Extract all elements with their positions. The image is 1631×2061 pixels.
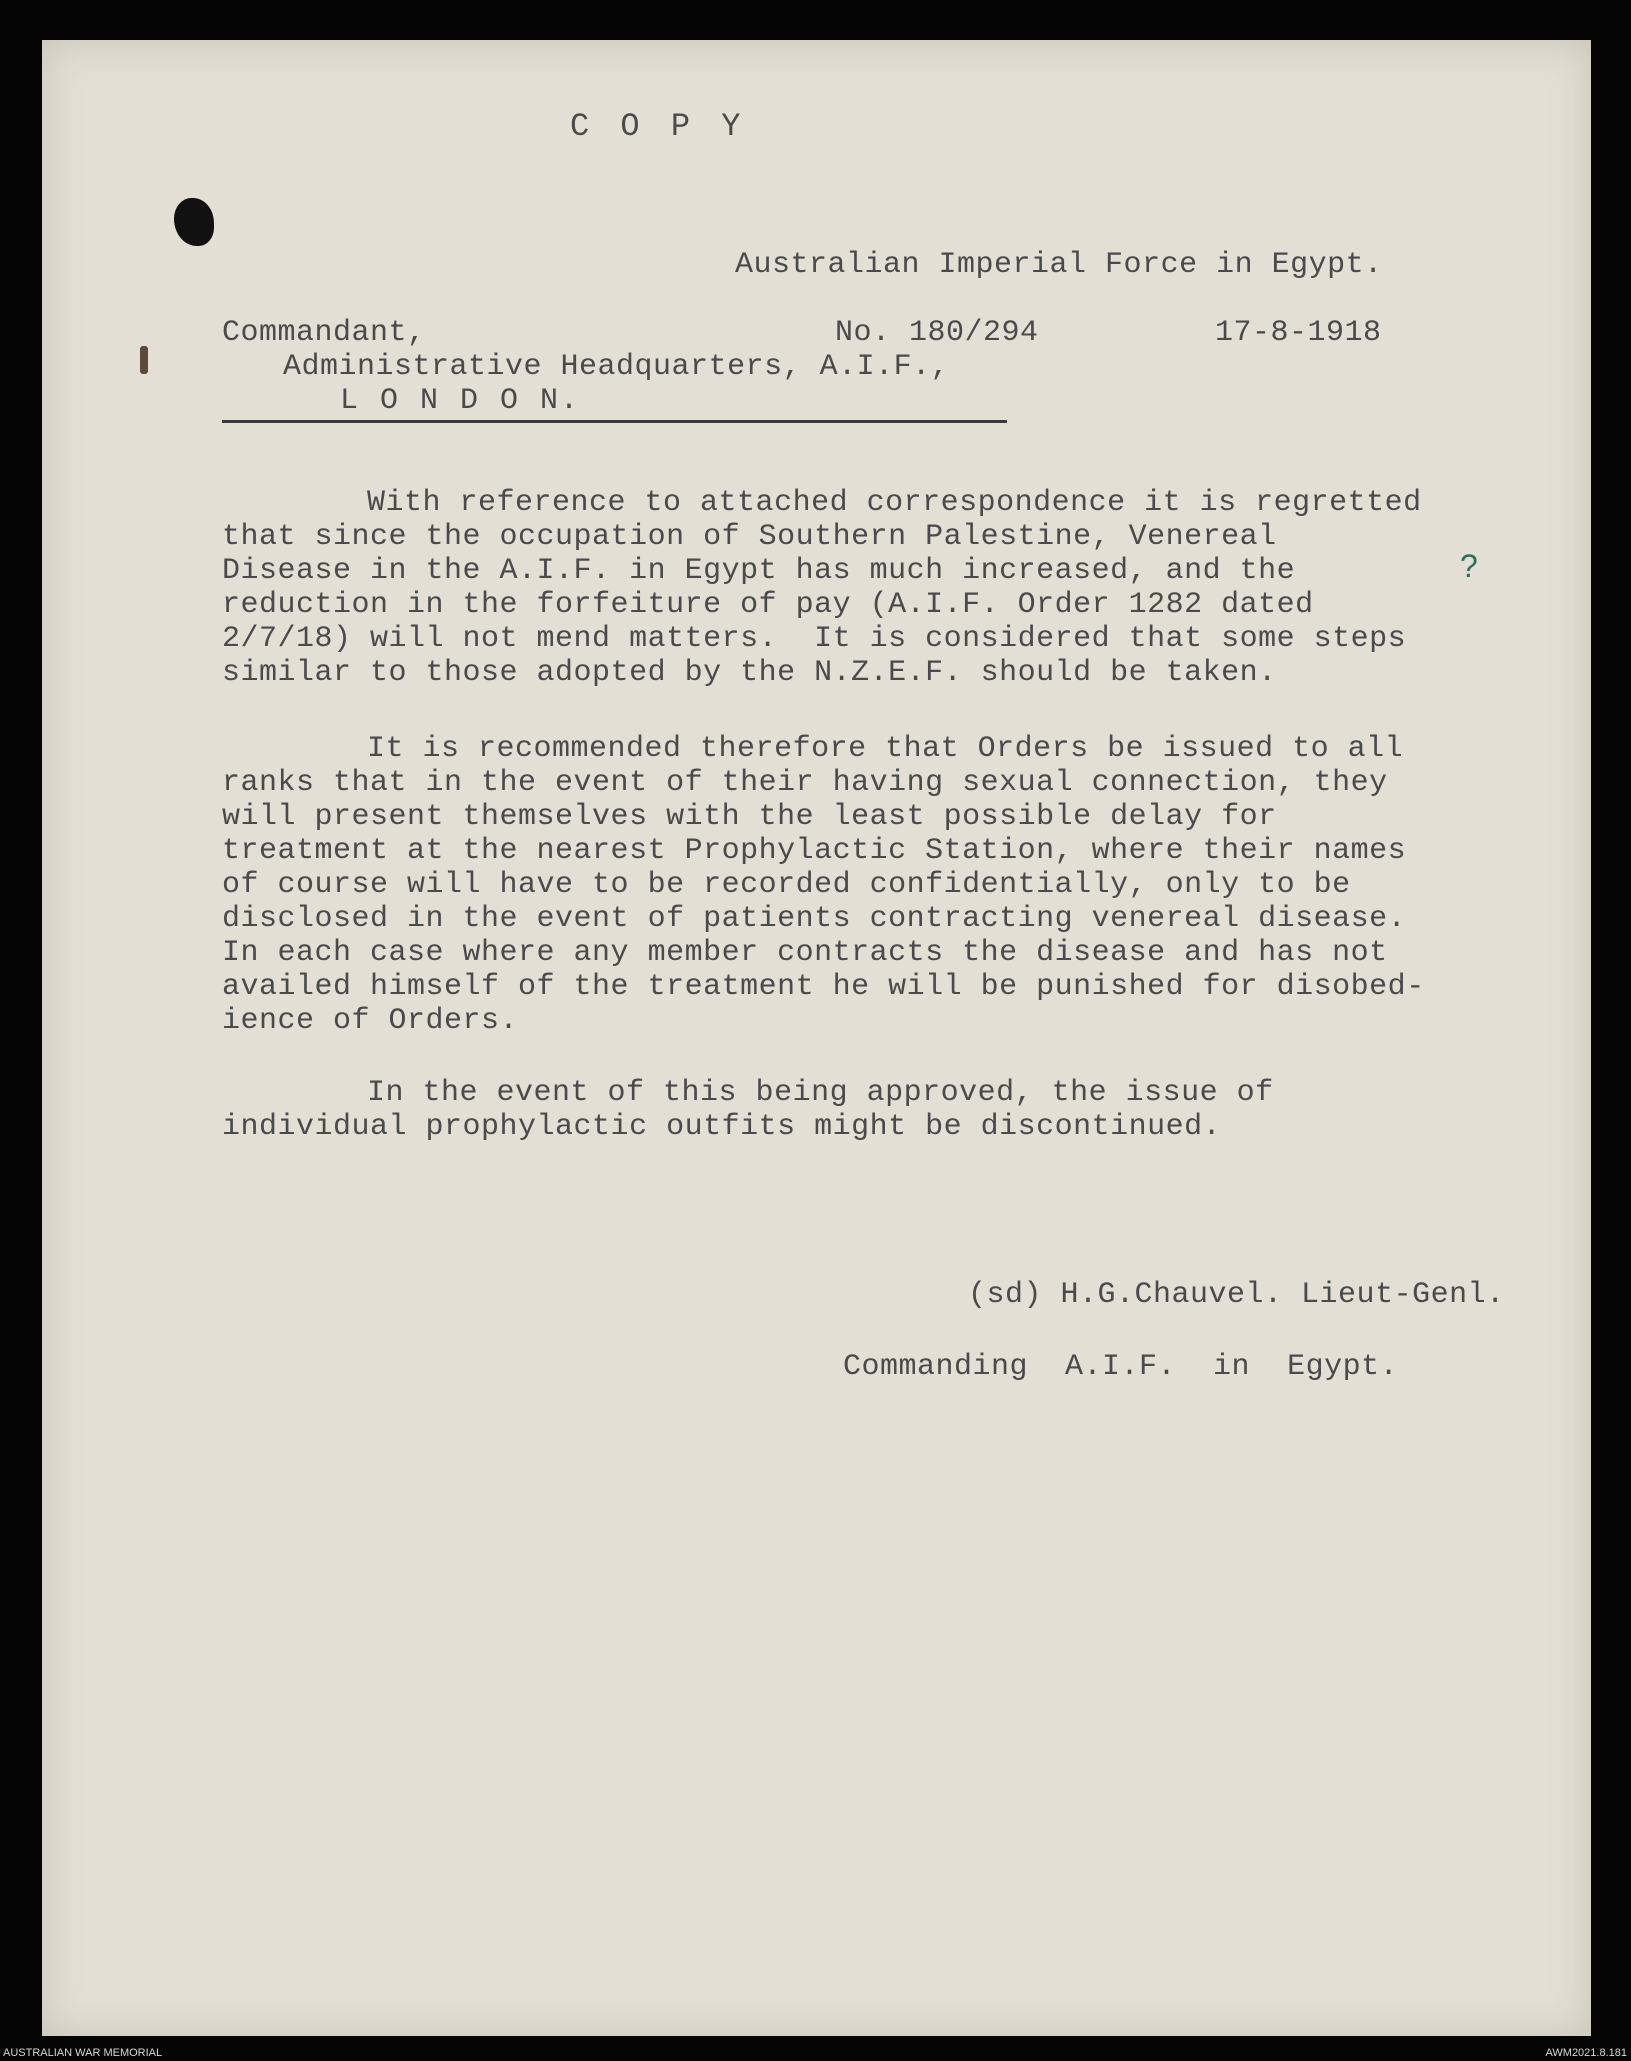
paragraph-3-line: In the event of this being approved, the issue of — [367, 1076, 1274, 1110]
paragraph-1-line: Disease in the A.I.F. in Egypt has much increased, and the — [222, 554, 1296, 588]
paragraph-2-line: In each case where any member contracts the disease and has not — [222, 936, 1388, 970]
reference-number: No. 180/294 — [835, 316, 1039, 350]
signature-line: (sd) H.G.Chauvel. Lieut-Genl. — [968, 1278, 1505, 1312]
paragraph-2-line: of course will have to be recorded confidentially, only to be — [222, 868, 1351, 902]
paragraph-2-line: ience of Orders. — [222, 1004, 519, 1038]
paragraph-2-line: ranks that in the event of their having sexual connection, they — [222, 766, 1388, 800]
rust-mark — [140, 346, 148, 374]
addressee-london: L O N D O N. — [340, 384, 581, 418]
paragraph-2-line: availed himself of the treatment he will be punished for disobed- — [222, 970, 1425, 1004]
signature-title: Commanding A.I.F. in Egypt. — [843, 1350, 1399, 1384]
address-underline — [222, 420, 1007, 423]
paragraph-1-line: With reference to attached correspondence it is regretted — [367, 486, 1422, 520]
margin-question-mark: ? — [1460, 548, 1478, 584]
addressee-commandant: Commandant, — [222, 316, 426, 350]
paragraph-1-line: 2/7/18) will not mend matters. It is considered that some steps — [222, 622, 1407, 656]
document-date: 17-8-1918 — [1215, 316, 1382, 350]
paragraph-1-line: similar to those adopted by the N.Z.E.F. should be taken. — [222, 656, 1277, 690]
addressee-headquarters: Administrative Headquarters, A.I.F., — [283, 350, 950, 384]
paragraph-3-line: individual prophylactic outfits might be discontinued. — [222, 1110, 1222, 1144]
paragraph-1-line: that since the occupation of Southern Palestine, Venereal — [222, 520, 1277, 554]
footer-accession-number: AWM2021.8.181 — [1545, 2047, 1627, 2059]
footer-credit: AUSTRALIAN WAR MEMORIAL — [3, 2047, 163, 2059]
paragraph-2-line: disclosed in the event of patients contracting venereal disease. — [222, 902, 1407, 936]
organization-line: Australian Imperial Force in Egypt. — [735, 248, 1383, 282]
paragraph-2-line: will present themselves with the least possible delay for — [222, 800, 1277, 834]
paragraph-2-line: treatment at the nearest Prophylactic Station, where their names — [222, 834, 1407, 868]
copy-heading: C O P Y — [570, 108, 747, 145]
paragraph-1-line: reduction in the forfeiture of pay (A.I.F. Order 1282 dated — [222, 588, 1314, 622]
paragraph-2-line: It is recommended therefore that Orders be issued to all — [367, 732, 1404, 766]
